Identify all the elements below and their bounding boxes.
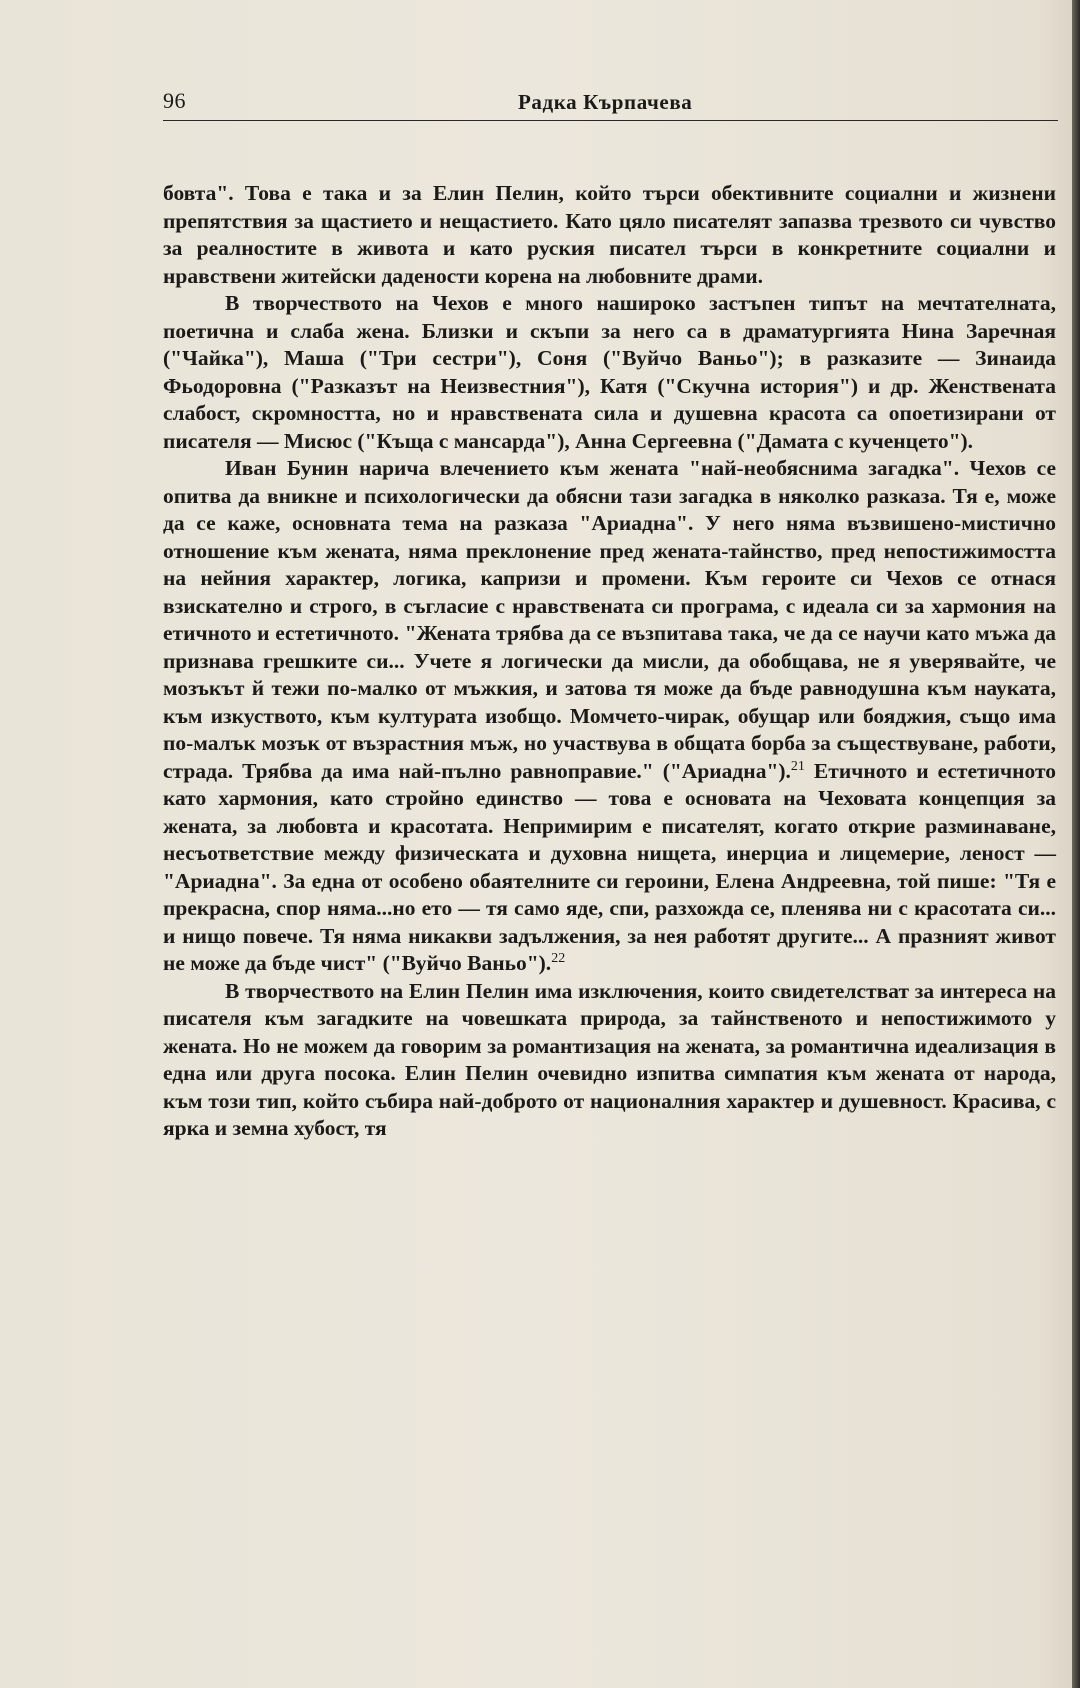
running-head-author: Радка Кърпачева <box>518 90 693 114</box>
footnote-marker: 22 <box>551 950 566 966</box>
paragraph-text: Иван Бунин нарича влечението към жената "най-необяснима загадка". Чехов се опитва да вникне и психологически да обясни тази загадка в няколко разказа. Тя е, може да се каже, основната тема на разказа "Ариадна". У него няма възвишено-мистично отношение към жената, няма преклонение пред жената-тайнство, пред непостижимостта на нейния характер, логика, капризи и промени. Към героите си Чехов се отнася взискателно и строго, в съгласие с нравствената си програма, с идеала си за хармония на етичното и естетичното. "Жената трябва да се възпитава така, че да се научи като мъжа да признава грешките си... Учете я логически да мисли, да обобщава, не я уверявайте, че мозъкът й тежи по-малко от мъжкия, и затова тя може да бъде равнодушна към науката, към изкуството, към културата изобщо. Момчето-чирак, обущар или бояджия, също има по-малък мозък от възрастния мъж, но участвува в общата борба за съществуване, работи, страда. Трябва да има най-пълно равноправие." ("Ариадна"). <box>163 456 1056 783</box>
paragraph <box>163 455 1056 978</box>
paragraph <box>163 290 1056 455</box>
paragraph-text: В творчеството на Чехов е много нашироко застъпен типът на мечтателната, поетична и слаба жена. Близки и скъпи за него са в драматургията Нина Заречная ("Чайка"), Маша ("Три сестри"), Соня ("Вуйчо Ваньо"); в разказите — Зинаида Фьодоровна ("Разказът на Неизвестния"), Катя ("Скучна история") и др. Женствената слабост, скромността, но и нравствената сила и душевна красота са опоетизирани от писателя — Мисюс ("Къща с мансарда"), Анна Сергеевна ("Дамата с кученцето"). <box>163 291 1056 453</box>
running-head <box>163 88 1058 121</box>
page-number: 96 <box>163 88 186 113</box>
paragraph-text: В творчеството на Елин Пелин има изключения, които свидетелстват за интереса на писателя към загадките на човешката природа, за тайнственото и непостижимото у жената. Но не можем да говорим за романтизация на жената, за романтична идеализация в една или друга посока. Елин Пелин очевидно изпитва симпатия към жената от народа, към този тип, който събира най-доброто от националния характер и душевност. Красива, с ярка и земна хубост, тя <box>163 978 1056 1140</box>
body-text <box>163 180 1056 1143</box>
paragraph <box>163 180 1056 290</box>
footnote-marker: 21 <box>790 758 805 774</box>
paragraph <box>163 978 1056 1143</box>
paragraph-text: бовта". Това е така и за Елин Пелин, който търси обективните социални и жизнени препятствия за щастието и нещастието. Като цяло писателят запазва трезвото си чувство за реалностите в живота и като руския писател търси в конкретните социални и нравствени житейски дадености корена на любовните драми. <box>163 181 1056 288</box>
paragraph-text-continued: Етичното и естетичното като хармония, като стройно единство — това е основата на Чеховата концепция за жената, за любовта и красотата. Непримирим е писателят, когато открие разминаване, несъответствие между физическата и духовна нищета, инерциа и лицемерие, леност — "Ариадна". За една от особено обаятелните си героини, Елена Андреевна, той пише: "Тя е прекрасна, спор няма...но ето — тя само яде, спи, разхожда се, пленява ни с красотата си... и нищо повече. Тя няма никакви задължения, за нея работят другите... А празният живот не може да бъде чист" ("Вуйчо Ваньо"). <box>163 758 1056 975</box>
page-edge-shadow <box>1072 0 1080 1688</box>
